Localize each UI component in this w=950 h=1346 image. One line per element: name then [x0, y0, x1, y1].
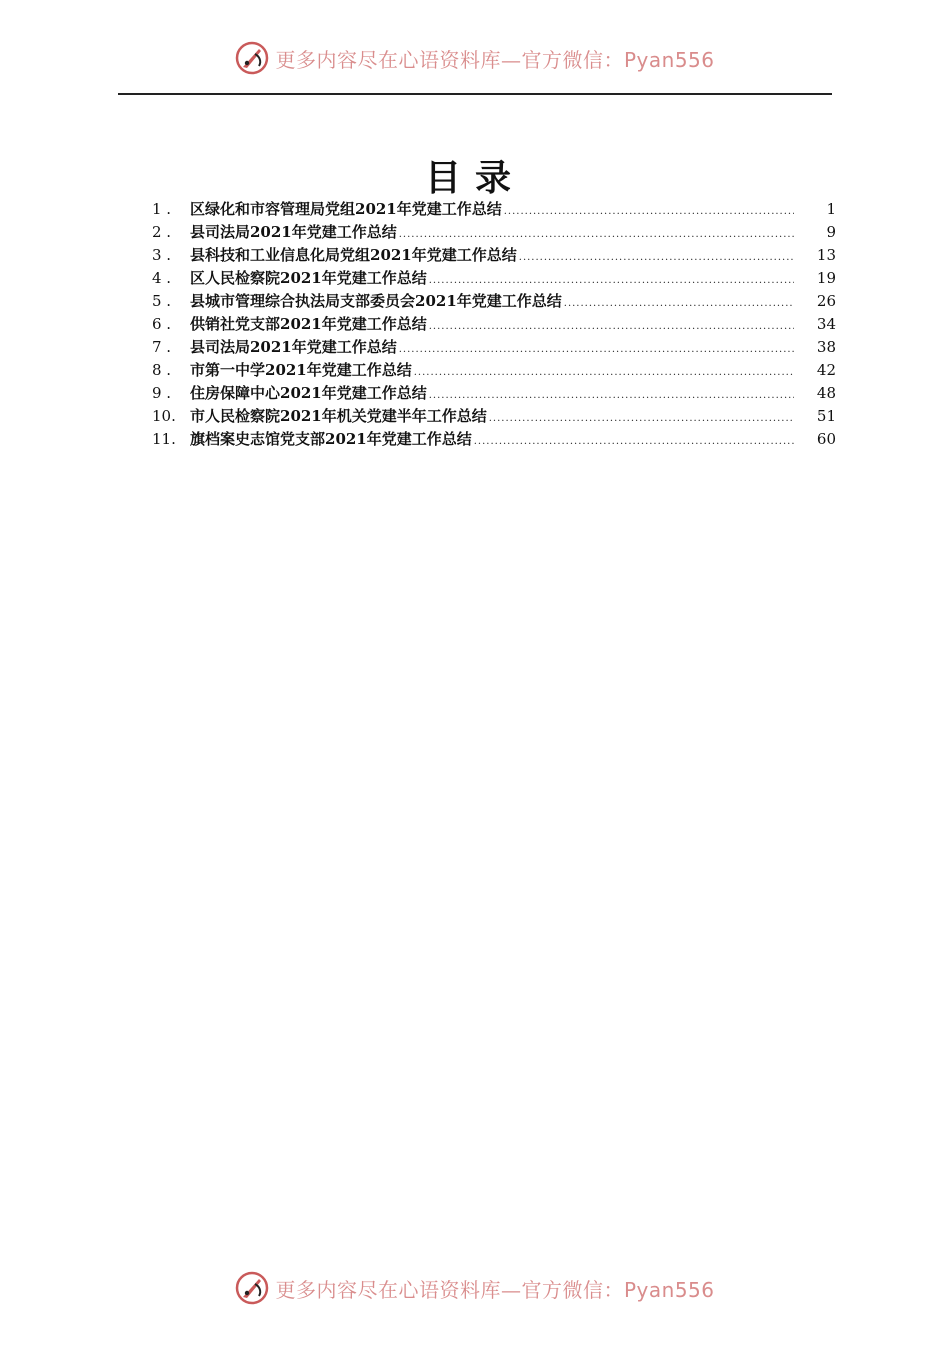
toc-entry-page: 34	[816, 315, 836, 333]
toc-leader-dots	[429, 269, 794, 292]
toc-entry-page: 19	[816, 269, 836, 287]
toc-list	[152, 198, 842, 451]
toc-entry[interactable]	[152, 336, 842, 359]
toc-entry-number: 6 .	[152, 315, 172, 333]
toc-entry-page: 60	[816, 430, 836, 448]
toc-entry-number: 1 .	[152, 200, 172, 218]
toc-entry-page: 1	[826, 200, 836, 218]
toc-entry-title: 区绿化和市容管理局党组2021年党建工作总结	[190, 200, 502, 218]
toc-leader-dots	[519, 246, 794, 269]
toc-entry[interactable]	[152, 221, 842, 244]
toc-entry-title: 县科技和工业信息化局党组2021年党建工作总结	[190, 246, 517, 264]
toc-entry-title: 市第一中学2021年党建工作总结	[190, 361, 412, 379]
toc-entry-number: 4 .	[152, 269, 172, 287]
toc-entry-page: 13	[816, 246, 836, 264]
toc-leader-dots	[489, 407, 794, 430]
toc-leader-dots	[564, 292, 794, 315]
footer-banner-text: 更多内容尽在心语资料库—官方微信：Pyan556	[275, 1277, 715, 1302]
toc-entry[interactable]	[152, 244, 842, 267]
toc-entry-page: 42	[816, 361, 836, 379]
header-banner	[0, 38, 950, 78]
toc-entry-page: 9	[826, 223, 836, 241]
toc-entry[interactable]	[152, 290, 842, 313]
toc-entry-title: 县城市管理综合执法局支部委员会2021年党建工作总结	[190, 292, 562, 310]
toc-entry-page: 51	[816, 407, 836, 425]
quill-logo-icon	[235, 41, 269, 75]
toc-entry-number: 11.	[152, 430, 176, 448]
toc-leader-dots	[399, 223, 794, 246]
header-rule	[118, 93, 832, 95]
toc-entry-number: 8 .	[152, 361, 172, 379]
footer-banner	[0, 1268, 950, 1308]
toc-leader-dots	[429, 315, 794, 338]
toc-entry-number: 2 .	[152, 223, 172, 241]
toc-entry[interactable]	[152, 198, 842, 221]
toc-entry-title: 旗档案史志馆党支部2021年党建工作总结	[190, 430, 472, 448]
toc-entry-title: 区人民检察院2021年党建工作总结	[190, 269, 427, 287]
toc-entry-page: 38	[816, 338, 836, 356]
toc-entry[interactable]	[152, 405, 842, 428]
toc-leader-dots	[504, 200, 794, 223]
header-banner-text: 更多内容尽在心语资料库—官方微信：Pyan556	[275, 47, 715, 72]
toc-leader-dots	[429, 384, 794, 407]
toc-entry-number: 7 .	[152, 338, 172, 356]
toc-entry-number: 5 .	[152, 292, 172, 310]
toc-entry[interactable]	[152, 267, 842, 290]
toc-entry-number: 10.	[152, 407, 176, 425]
quill-logo-icon	[235, 1271, 269, 1305]
toc-entry-number: 3 .	[152, 246, 172, 264]
toc-entry-page: 48	[816, 384, 836, 402]
toc-entry-number: 9 .	[152, 384, 172, 402]
toc-entry-title: 供销社党支部2021年党建工作总结	[190, 315, 427, 333]
toc-entry[interactable]	[152, 382, 842, 405]
toc-entry[interactable]	[152, 428, 842, 451]
toc-entry-title: 市人民检察院2021年机关党建半年工作总结	[190, 407, 487, 425]
toc-entry-title: 县司法局2021年党建工作总结	[190, 338, 397, 356]
toc-leader-dots	[399, 338, 794, 361]
toc-entry-title: 县司法局2021年党建工作总结	[190, 223, 397, 241]
toc-entry-title: 住房保障中心2021年党建工作总结	[190, 384, 427, 402]
page-title: 目录	[424, 157, 525, 199]
toc-leader-dots	[474, 430, 794, 453]
toc-entry-page: 26	[816, 292, 836, 310]
toc-entry[interactable]	[152, 313, 842, 336]
toc-leader-dots	[414, 361, 794, 384]
toc-entry[interactable]	[152, 359, 842, 382]
